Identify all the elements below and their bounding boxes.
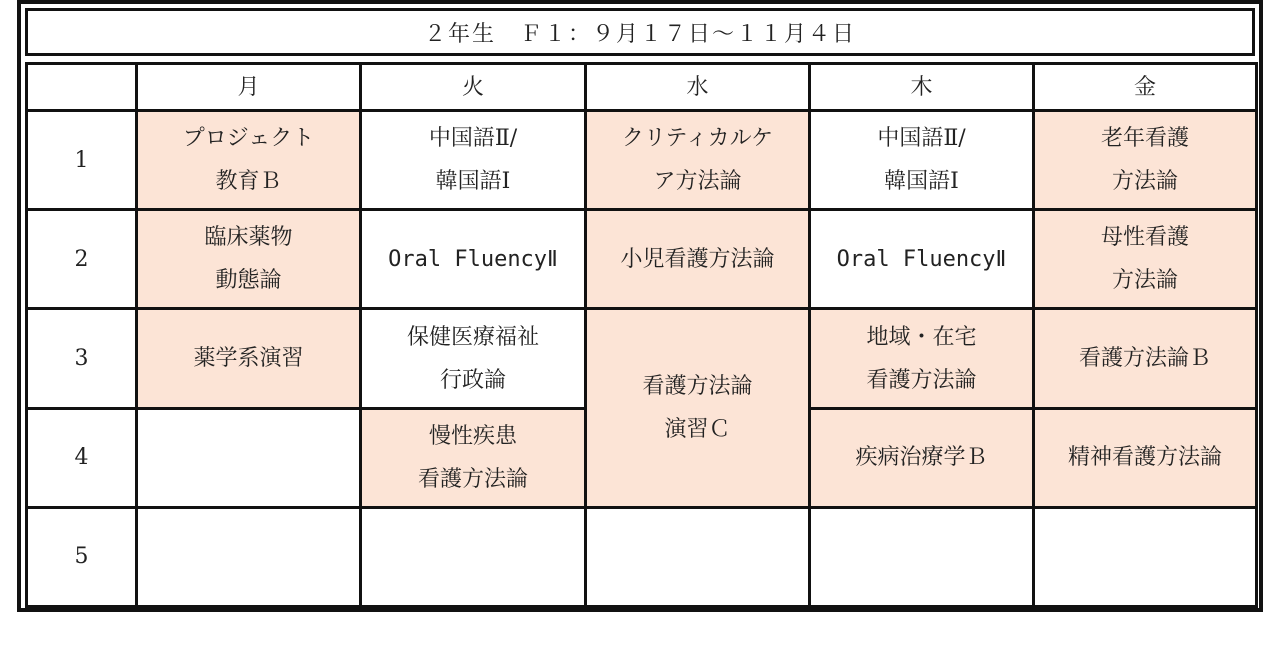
class-name-line: 中国語Ⅱ/ xyxy=(877,126,966,152)
class-cell-mon-2 xyxy=(137,210,361,309)
class-name-line: ア方法論 xyxy=(653,169,742,195)
corner-cell xyxy=(27,64,137,111)
class-name-line: 行政論 xyxy=(439,367,506,393)
class-cell-fri-1 xyxy=(1034,111,1257,210)
header-row xyxy=(27,64,1257,111)
class-cell-mon-3: 薬学系演習 xyxy=(137,309,361,408)
class-name-line: 地域・在宅 xyxy=(866,324,977,350)
class-cell-mon-4 xyxy=(137,408,361,507)
class-name-line: 老年看護 xyxy=(1100,126,1189,152)
class-name-line: 中国語Ⅱ/ xyxy=(428,126,518,152)
class-cell-tue-5 xyxy=(361,507,586,606)
class-cell-thu-1 xyxy=(810,111,1034,210)
period-label: 4 xyxy=(27,408,137,507)
period-row-1 xyxy=(27,111,1257,210)
class-name-line: 演習Ｃ xyxy=(664,417,731,443)
class-name-line: 保健医療福祉 xyxy=(406,324,539,350)
day-header-fri: 金 xyxy=(1034,64,1257,111)
class-cell-thu-4: 疾病治療学Ｂ xyxy=(810,408,1034,507)
day-header-wed: 水 xyxy=(586,64,810,111)
class-cell-tue-2: Oral FluencyⅡ xyxy=(361,210,586,309)
period-label: 2 xyxy=(27,210,137,309)
class-cell-wed-1 xyxy=(586,111,810,210)
class-name-line: 教育Ｂ xyxy=(215,169,282,195)
class-cell-thu-3 xyxy=(810,309,1034,408)
class-cell-tue-3 xyxy=(361,309,586,408)
class-cell-tue-1 xyxy=(361,111,586,210)
class-name-line: 看護方法論 xyxy=(642,374,753,400)
class-name-line: 韓国語Ⅰ xyxy=(884,169,959,195)
day-header-tue: 火 xyxy=(361,64,586,111)
class-cell-thu-5 xyxy=(810,507,1034,606)
class-name-line: 動態論 xyxy=(215,268,282,294)
class-name-line: 韓国語Ⅰ xyxy=(435,169,511,195)
class-name-line: 母性看護 xyxy=(1100,225,1189,251)
class-cell-mon-5 xyxy=(137,507,361,606)
class-name-line: 看護方法論 xyxy=(866,367,977,393)
class-cell-thu-2: Oral FluencyⅡ xyxy=(810,210,1034,309)
period-label: 1 xyxy=(27,111,137,210)
period-row-5 xyxy=(27,507,1257,606)
class-name-line: 方法論 xyxy=(1111,169,1178,195)
class-cell-mon-1 xyxy=(137,111,361,210)
class-name-line: 慢性疾患 xyxy=(428,423,517,449)
class-cell-fri-3: 看護方法論Ｂ xyxy=(1034,309,1257,408)
day-header-mon: 月 xyxy=(137,64,361,111)
timetable-grid xyxy=(25,62,1258,608)
class-name-line: クリティカルケ xyxy=(621,126,774,152)
class-cell-wed-3-4 xyxy=(586,309,810,507)
period-label: 3 xyxy=(27,309,137,408)
class-cell-fri-2 xyxy=(1034,210,1257,309)
class-cell-tue-4 xyxy=(361,408,586,507)
class-cell-wed-2: 小児看護方法論 xyxy=(586,210,810,309)
class-cell-wed-5 xyxy=(586,507,810,606)
class-name-line: プロジェクト xyxy=(182,126,315,152)
day-header-thu: 木 xyxy=(810,64,1034,111)
class-name-line: 臨床薬物 xyxy=(204,225,293,251)
class-cell-fri-4: 精神看護方法論 xyxy=(1034,408,1257,507)
period-row-3 xyxy=(27,309,1257,408)
timetable-title: ２年生 Ｆ１：９月１７日～１１月４日 xyxy=(25,8,1255,56)
class-name-line: 看護方法論 xyxy=(417,466,528,492)
class-cell-fri-5 xyxy=(1034,507,1257,606)
class-name-line: 方法論 xyxy=(1111,268,1178,294)
period-label: 5 xyxy=(27,507,137,606)
period-row-2 xyxy=(27,210,1257,309)
